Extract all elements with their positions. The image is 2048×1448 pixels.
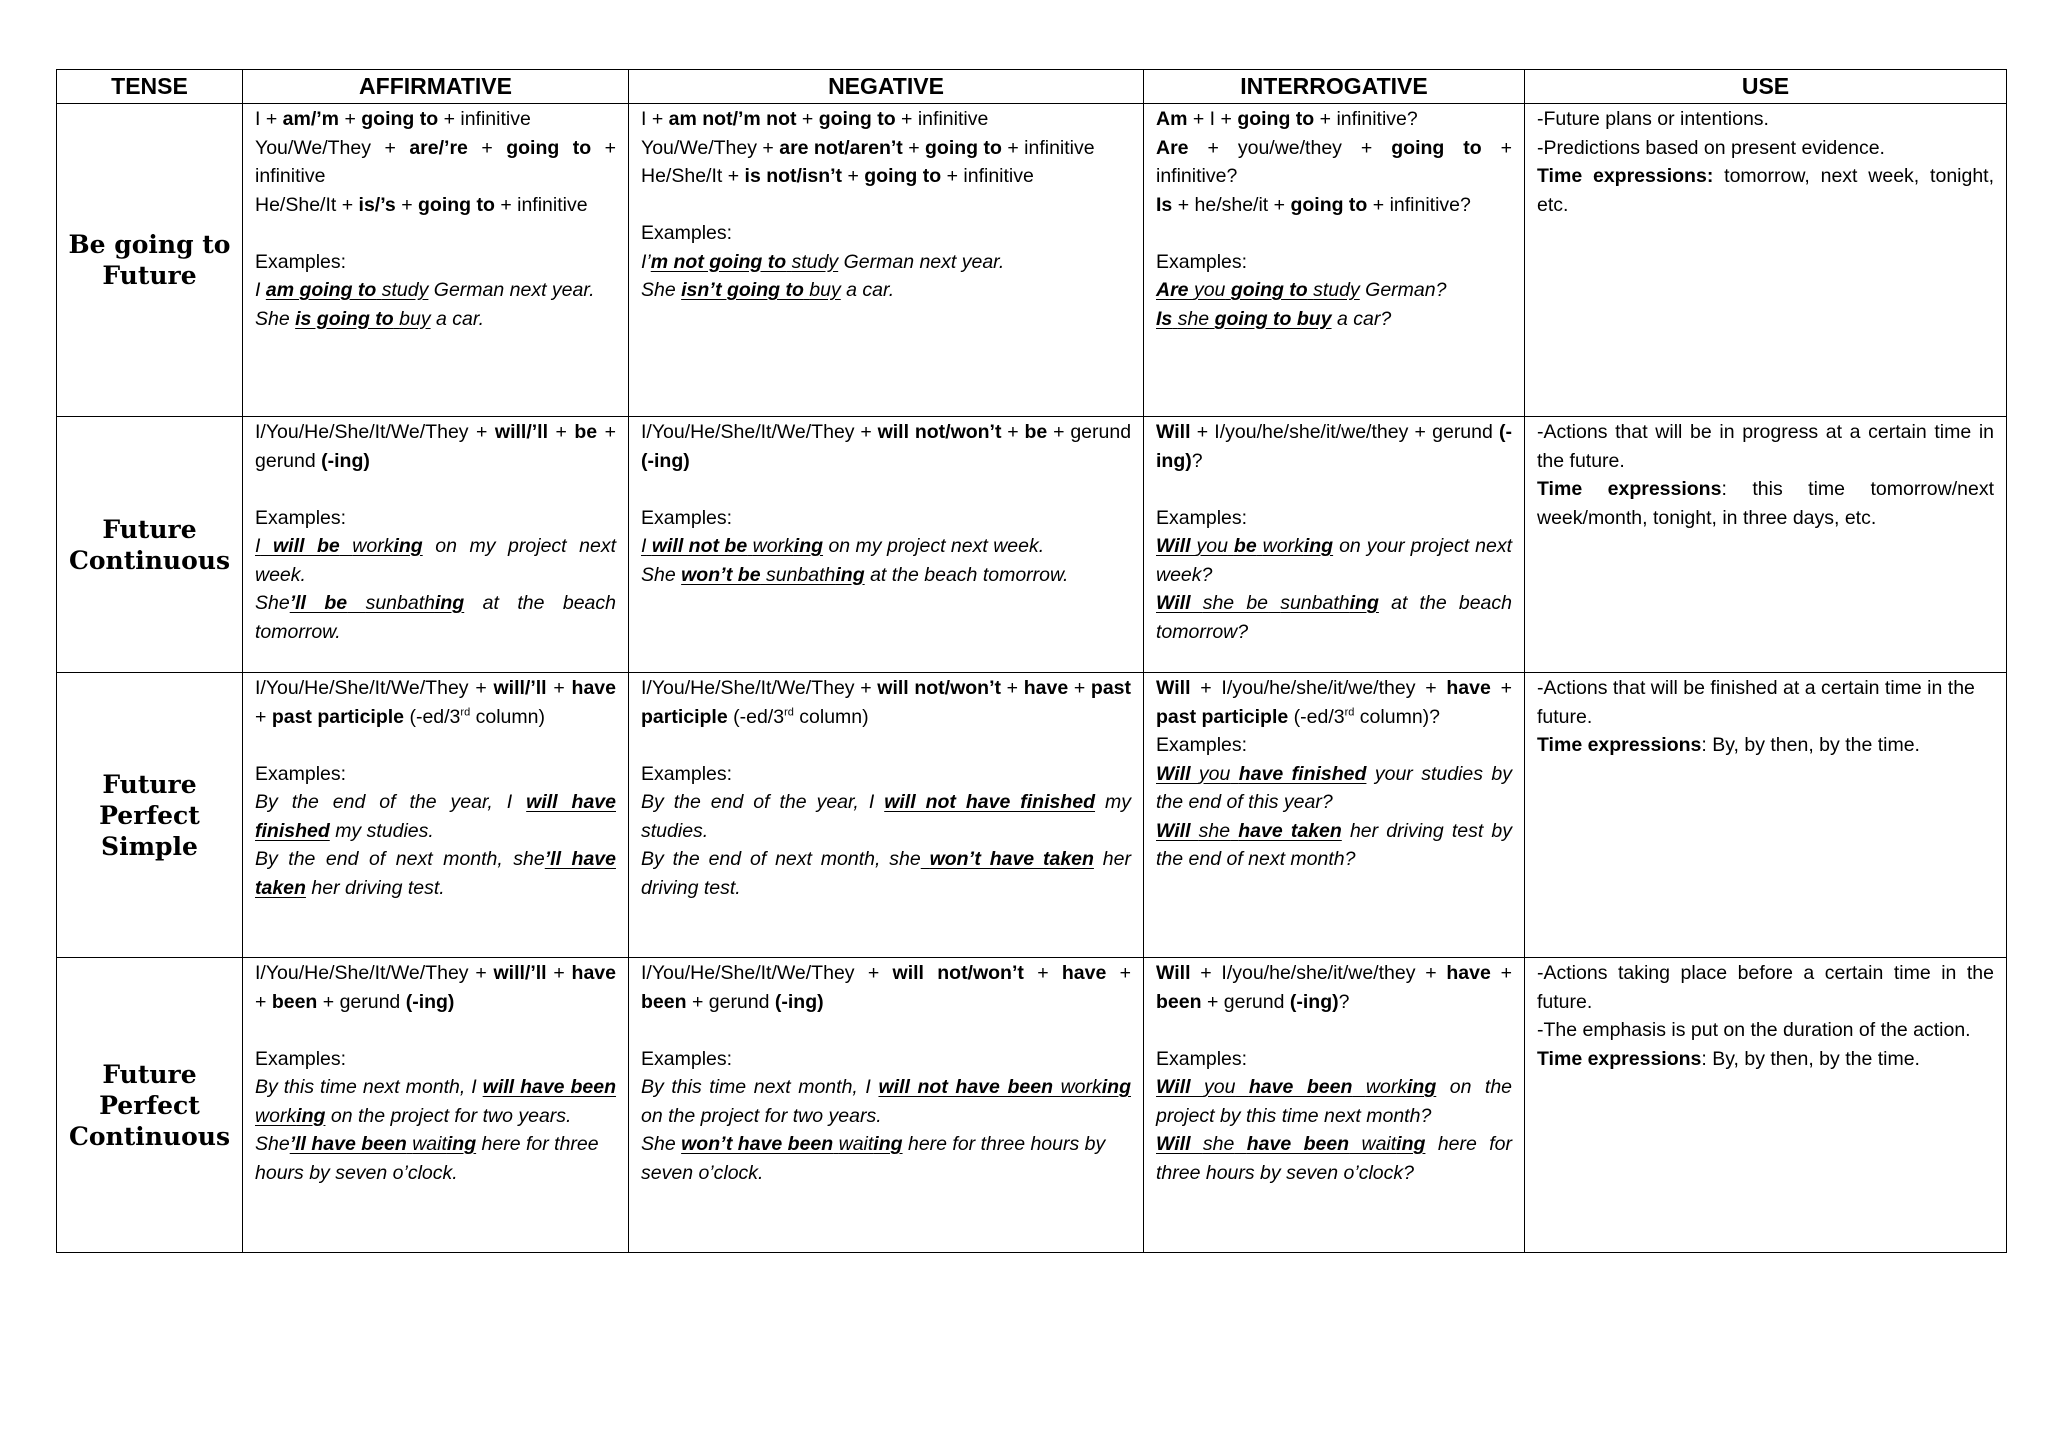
negative-cell <box>629 958 1144 1253</box>
tense-name-line: Be going to <box>68 230 231 259</box>
rule-line: He/She/It + is/’s + going to + infinitive <box>255 193 588 216</box>
example-sentence: By the end of the year, I will not have finished my studies. <box>641 791 1131 842</box>
example-sentence: By the end of next month, she won’t have taken her driving test. <box>641 848 1131 899</box>
use-cell <box>1525 104 2007 417</box>
affirmative-cell <box>243 958 629 1253</box>
tense-name-line: Continuous <box>68 545 231 575</box>
tense-name-line: Future <box>102 261 197 290</box>
header-use: USE <box>1525 70 2007 104</box>
example-sentence: By this time next month, I will not have been working on the project for two years. <box>641 1076 1132 1127</box>
examples-label: Examples: <box>641 1047 733 1070</box>
use-cell <box>1525 673 2007 958</box>
rule-line: Will + I/you/he/she/it/we/they + have + past participle (-ed/3rd column)? <box>1156 677 1512 728</box>
use-line: -Actions that will be in progress at a certain time in the future. <box>1537 421 1994 472</box>
examples-label: Examples: <box>255 762 347 785</box>
rule-line: I/You/He/She/It/We/They + will not/won’t + have + past participle (-ed/3rd column) <box>641 677 1132 728</box>
tense-name-line: Perfect <box>99 800 200 830</box>
tense-name-line: Future <box>102 514 197 544</box>
examples-label: Examples: <box>641 506 733 529</box>
time-expressions: Time expressions: tomorrow, next week, tonight, etc. <box>1537 165 1995 216</box>
examples-label: Examples: <box>255 506 347 529</box>
affirmative-cell <box>243 673 629 958</box>
interrogative-cell <box>1144 104 1525 417</box>
tense-name-be-going-to <box>57 104 243 417</box>
tense-name-line: Future <box>102 769 197 799</box>
example-sentence: By the end of next month, she’ll have taken her driving test. <box>255 848 616 899</box>
rule-line: I/You/He/She/It/We/They + will/’ll + have + past participle (-ed/3rd column) <box>255 677 616 728</box>
time-expressions: Time expressions: By, by then, by the time. <box>1537 734 1920 756</box>
tense-name-line: Simple <box>101 831 198 861</box>
use-line: -Predictions based on present evidence. <box>1537 136 1885 159</box>
rule-line: Are + you/we/they + going to + infinitive? <box>1156 136 1513 187</box>
rule-line: I/You/He/She/It/We/They + will not/won’t + have + been + gerund (-ing) <box>641 962 1132 1013</box>
example-sentence: I am going to study German next year. <box>255 279 595 301</box>
examples-label: Examples: <box>1156 1047 1248 1070</box>
example-sentence: I’m not going to study German next year. <box>641 250 1005 273</box>
example-sentence: She’ll be sunbathing at the beach tomorrow. <box>255 592 616 643</box>
use-line: -Actions that will be finished at a certain time in the future. <box>1537 677 1975 728</box>
example-sentence: Will you have been working on the project by this time next month? <box>1156 1076 1513 1127</box>
table-row <box>57 417 2007 673</box>
tense-name-future-continuous <box>57 417 243 673</box>
rule-line: I + am/’m + going to + infinitive <box>255 108 531 130</box>
rule-line: You/We/They + are not/aren’t + going to + infinitive <box>641 136 1095 159</box>
examples-label: Examples: <box>255 250 347 273</box>
interrogative-cell <box>1144 958 1525 1253</box>
example-sentence: Will she have taken her driving test by the end of next month? <box>1156 819 1513 870</box>
rule-line: I/You/He/She/It/We/They + will/’ll + be + gerund (-ing) <box>255 421 616 472</box>
example-sentence: She is going to buy a car. <box>255 307 485 330</box>
header-affirmative: AFFIRMATIVE <box>243 70 629 104</box>
rule-line: You/We/They + are/’re + going to + infinitive <box>255 136 617 187</box>
tense-name-future-perfect-continuous <box>57 958 243 1253</box>
affirmative-cell <box>243 104 629 417</box>
examples-label: Examples: <box>255 1047 347 1070</box>
interrogative-cell <box>1144 417 1525 673</box>
use-cell <box>1525 417 2007 673</box>
examples-label: Examples: <box>641 762 733 785</box>
interrogative-cell <box>1144 673 1525 958</box>
example-sentence: I will not be working on my project next week. <box>641 535 1045 557</box>
header-negative: NEGATIVE <box>629 70 1144 104</box>
tense-name-line: Perfect <box>99 1090 200 1120</box>
rule-line: He/She/It + is not/isn’t + going to + infinitive <box>641 165 1034 187</box>
rule-line: Will + I/you/he/she/it/we/they + gerund (-ing)? <box>1156 421 1513 472</box>
example-sentence: She won’t have been waiting here for three hours by seven o’clock. <box>641 1133 1106 1184</box>
examples-label: Examples: <box>641 222 733 244</box>
example-sentence: Will you have finished your studies by the end of this year? <box>1156 762 1512 813</box>
use-line: -Actions taking place before a certain time in the future. <box>1537 962 1994 1013</box>
rule-line: I/You/He/She/It/We/They + will not/won’t + be + gerund (-ing) <box>641 421 1132 472</box>
time-expressions: Time expressions: this time tomorrow/next week/month, tonight, in three days, etc. <box>1537 478 1995 529</box>
examples-label: Examples: <box>1156 506 1248 529</box>
example-sentence: Will she be sunbathing at the beach tomorrow? <box>1156 592 1512 643</box>
example-sentence: Will she have been waiting here for three hours by seven o’clock? <box>1156 1133 1512 1184</box>
example-sentence: Are you going to study German? <box>1156 279 1447 301</box>
example-sentence: By the end of the year, I will have finished my studies. <box>255 791 616 842</box>
example-sentence: She’ll have been waiting here for three hours by seven o’clock. <box>255 1133 599 1184</box>
example-sentence: I will be working on my project next week. <box>255 535 616 586</box>
use-cell <box>1525 958 2007 1253</box>
examples-label: Examples: <box>1156 250 1248 273</box>
header-interrogative: INTERROGATIVE <box>1144 70 1525 104</box>
use-line: -The emphasis is put on the duration of the action. <box>1537 1019 1971 1041</box>
rule-line: Is + he/she/it + going to + infinitive? <box>1156 193 1471 216</box>
example-sentence: She isn’t going to buy a car. <box>641 279 895 301</box>
table-row <box>57 673 2007 958</box>
negative-cell <box>629 673 1144 958</box>
tense-name-future-perfect-simple <box>57 673 243 958</box>
tense-name-line: Future <box>102 1059 197 1089</box>
example-sentence: By this time next month, I will have been working on the project for two years. <box>255 1076 617 1127</box>
use-line: -Future plans or intentions. <box>1537 108 1769 130</box>
table-row <box>57 958 2007 1253</box>
future-tenses-table <box>56 69 2007 1253</box>
example-sentence: Is she going to buy a car? <box>1156 307 1392 330</box>
tense-name-line: Continuous <box>68 1121 231 1151</box>
header-tense: TENSE <box>57 70 243 104</box>
rule-line: Am + I + going to + infinitive? <box>1156 108 1418 130</box>
rule-line: Will + I/you/he/she/it/we/they + have + been + gerund (-ing)? <box>1156 962 1512 1013</box>
negative-cell <box>629 104 1144 417</box>
rule-line: I + am not/’m not + going to + infinitive <box>641 108 989 130</box>
rule-line: I/You/He/She/It/We/They + will/’ll + have + been + gerund (-ing) <box>255 962 616 1013</box>
negative-cell <box>629 417 1144 673</box>
table-row <box>57 104 2007 417</box>
example-sentence: Will you be working on your project next week? <box>1156 535 1513 586</box>
header-row <box>57 70 2007 104</box>
time-expressions: Time expressions: By, by then, by the time. <box>1537 1047 1920 1070</box>
affirmative-cell <box>243 417 629 673</box>
examples-label: Examples: <box>1156 734 1248 756</box>
example-sentence: She won’t be sunbathing at the beach tomorrow. <box>641 563 1069 586</box>
